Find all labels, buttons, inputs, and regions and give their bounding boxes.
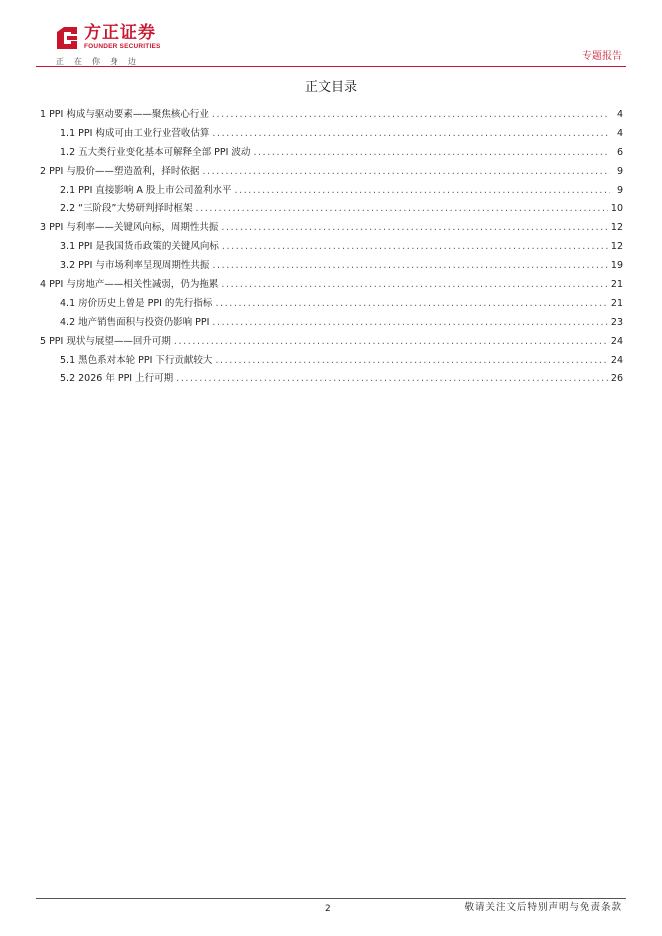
toc-entry-1-1[interactable] (40, 128, 623, 147)
toc-entry-label: 1.2 五大类行业变化基本可解释全部 PPI 波动 (60, 146, 251, 158)
page-header (0, 0, 662, 70)
toc-entry-page: 9 (616, 184, 623, 196)
toc-entry-5-1[interactable] (40, 355, 623, 374)
toc-entry-page: 21 (610, 279, 623, 291)
toc-leader-dots (221, 222, 608, 234)
toc-leader-dots (176, 373, 608, 385)
report-type-label: 专题报告 (582, 51, 622, 62)
toc-entry-page: 24 (610, 354, 623, 366)
toc-leader-dots (212, 260, 607, 272)
toc-entry-label: 1.1 PPI 构成可由工业行业营收估算 (60, 127, 210, 139)
toc-entry-label: 3.2 PPI 与市场利率呈现周期性共振 (60, 260, 210, 272)
logo-english-name: FOUNDER SECURITIES (84, 43, 161, 50)
logo-chinese-name: 方正证券 (84, 23, 156, 43)
toc-entry-page: 9 (616, 165, 623, 177)
toc-entry-1-2[interactable] (40, 147, 623, 166)
page-number: 2 (325, 904, 331, 914)
footer-disclaimer: 敬请关注文后特别声明与免责条款 (464, 902, 622, 913)
toc-leader-dots (221, 279, 608, 291)
toc-leader-dots (215, 355, 607, 367)
toc-entry-4-1[interactable] (40, 298, 623, 317)
toc-title: 正文目录 (304, 80, 357, 95)
toc-entry-3-2[interactable] (40, 260, 623, 279)
toc-entry-4-2[interactable] (40, 317, 623, 336)
toc-entry-label: 4 PPI 与房地产——相关性减弱，仍为拖累 (40, 279, 219, 291)
toc-leader-dots (234, 185, 610, 197)
toc-entry-label: 2 PPI 与股价——塑造盈利，择时依据 (40, 165, 200, 177)
toc-leader-dots (215, 298, 607, 310)
toc-entry-page: 19 (610, 260, 623, 272)
toc-entry-page: 6 (616, 146, 623, 158)
toc-entry-label: 3.1 PPI 是我国货币政策的关键风向标 (60, 241, 219, 253)
toc-entry-label: 3 PPI 与利率——关键风向标，周期性共振 (40, 222, 219, 234)
toc-entry-label: 5.1 黑色系对本轮 PPI 下行贡献较大 (60, 354, 213, 366)
toc-entry-label: 5.2 2026 年 PPI 上行可期 (60, 373, 174, 385)
toc-leader-dots (253, 147, 610, 159)
toc-leader-dots (195, 203, 607, 215)
toc-leader-dots (212, 109, 610, 121)
toc-entry-3-1[interactable] (40, 241, 623, 260)
footer-divider (36, 898, 626, 899)
toc-entry-label: 2.1 PPI 直接影响 A 股上市公司盈利水平 (60, 184, 232, 196)
slogan: 正在你身边 (56, 57, 146, 66)
toc-entry-5[interactable] (40, 336, 623, 355)
toc-entry-page: 23 (610, 316, 623, 328)
toc-entry-page: 4 (616, 127, 623, 139)
toc-entry-label: 4.2 地产销售面积与投资仍影响 PPI (60, 316, 210, 328)
toc-entry-label: 5 PPI 现状与展望——回升可期 (40, 335, 171, 347)
toc-leader-dots (212, 317, 607, 329)
toc-entry-page: 4 (616, 109, 623, 120)
toc-leader-dots (222, 241, 608, 253)
toc-entry-label: 1 PPI 构成与驱动要素——聚焦核心行业 (40, 109, 209, 120)
toc-entry-2-1[interactable] (40, 185, 623, 204)
toc-entry-2-2[interactable] (40, 203, 623, 222)
toc-entry-page: 24 (610, 335, 623, 347)
toc-entry-label: 4.1 房价历史上曾是 PPI 的先行指标 (60, 297, 213, 309)
toc-entry-3[interactable] (40, 222, 623, 241)
toc-entry-page: 12 (610, 241, 623, 253)
toc-entry-label: 2.2 “三阶段”大势研判择时框架 (60, 203, 193, 215)
toc-leader-dots (202, 166, 610, 178)
toc-entry-5-2[interactable] (40, 373, 623, 392)
toc-entry-4[interactable] (40, 279, 623, 298)
toc-entry-2[interactable] (40, 166, 623, 185)
toc-entry-page: 12 (610, 222, 623, 234)
header-divider (36, 66, 626, 67)
toc-entry-page: 10 (610, 203, 623, 215)
toc-leader-dots (212, 128, 610, 140)
founder-logo-icon (55, 26, 79, 50)
toc-entry-page: 21 (610, 297, 623, 309)
toc-entry-1[interactable] (40, 109, 623, 128)
toc-entry-page: 26 (610, 373, 623, 385)
toc-leader-dots (174, 336, 608, 348)
table-of-contents (40, 109, 623, 392)
